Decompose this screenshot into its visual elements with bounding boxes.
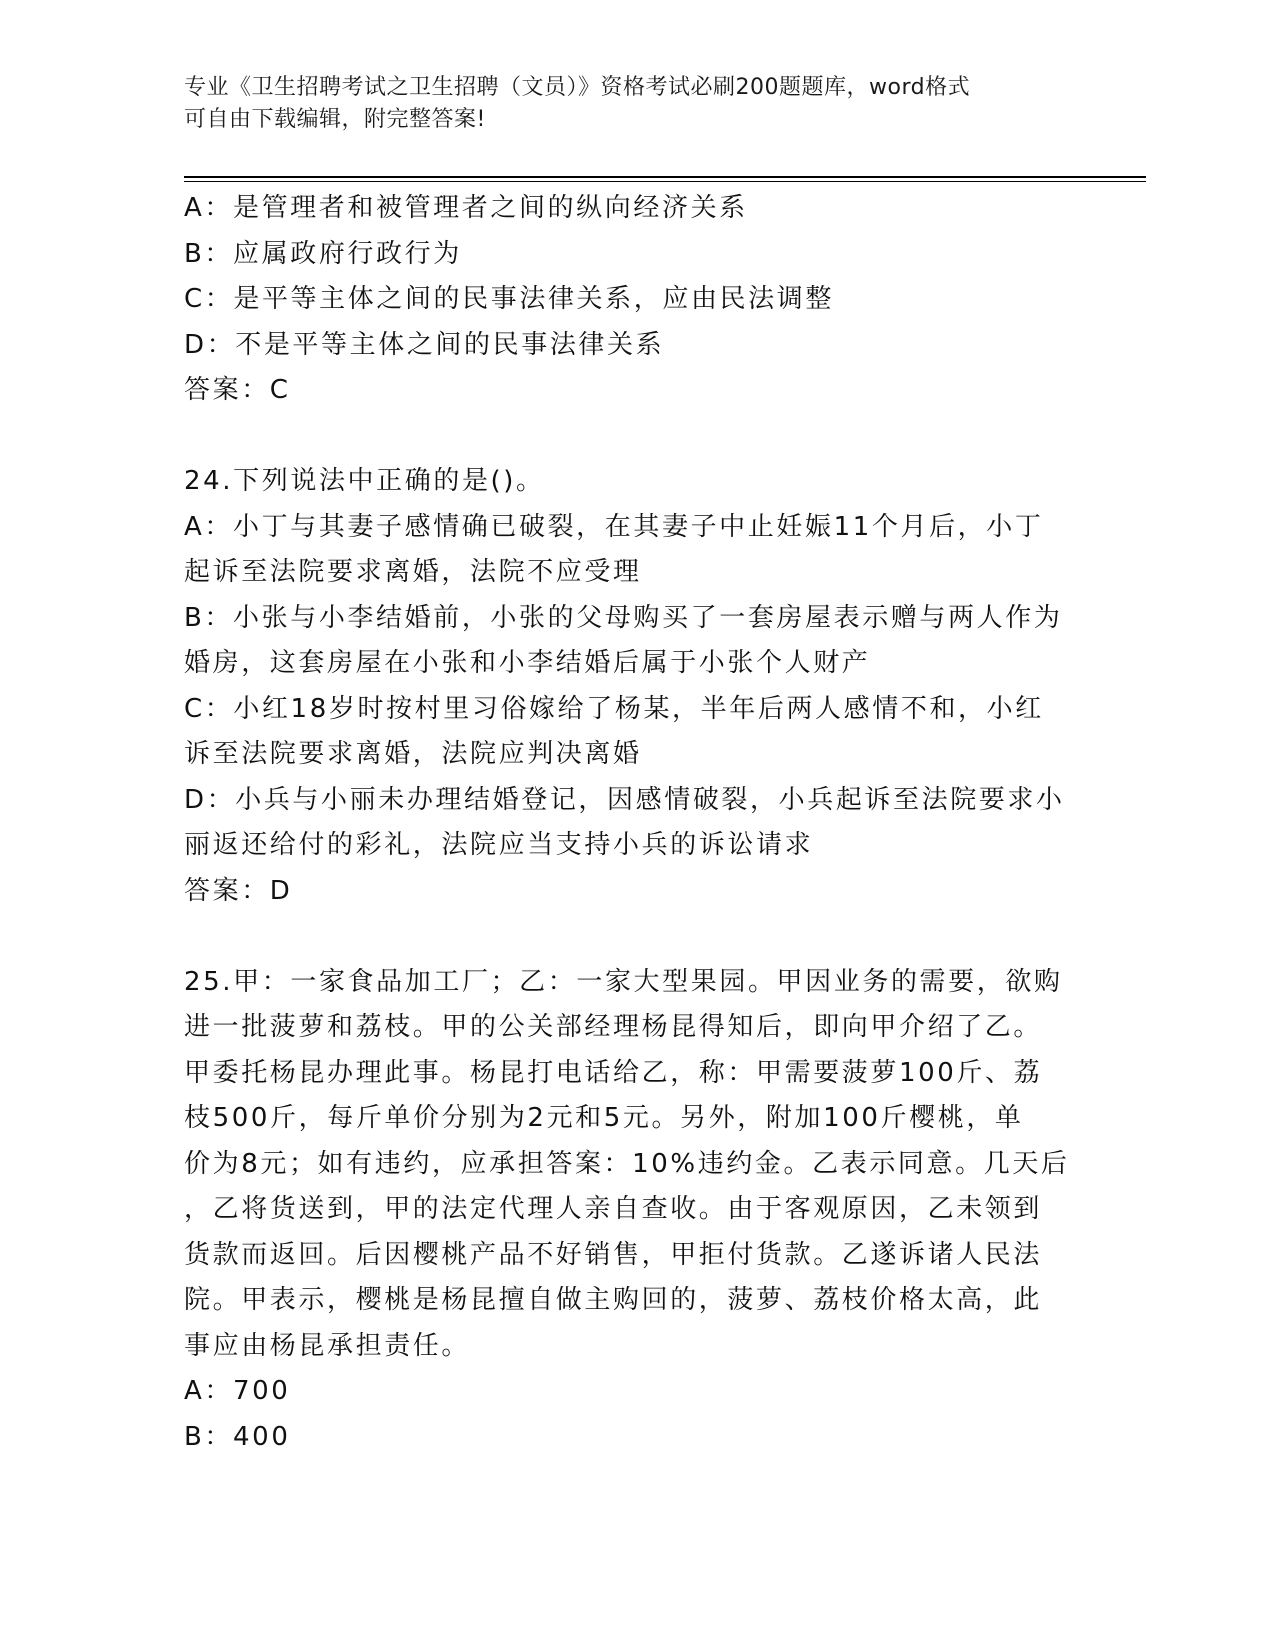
option-line: 诉至法院要求离婚，法院应判决离婚	[184, 739, 642, 769]
question-25	[184, 960, 1084, 1461]
stem-line: 进一批菠萝和荔枝。甲的公关部经理杨昆得知后，即向甲介绍了乙。	[184, 1012, 1043, 1042]
document-body	[184, 186, 1084, 1460]
option-d	[184, 778, 1084, 869]
option-line: 丽返还给付的彩礼，法院应当支持小兵的诉讼请求	[184, 830, 814, 860]
question-stem: 24.下列说法中正确的是()。	[184, 466, 545, 496]
header-rule-thick	[184, 176, 1146, 178]
option-b: B：400	[184, 1421, 291, 1452]
answer: 答案：C	[184, 375, 291, 405]
option-a	[184, 505, 1084, 596]
option-line: 起诉至法院要求离婚，法院不应受理	[184, 557, 642, 587]
option-d: D：不是平等主体之间的民事法律关系	[184, 329, 665, 360]
option-line: A：小丁与其妻子感情确已破裂，在其妻子中止妊娠11个月后，小丁	[184, 511, 1044, 542]
option-b: B：应属政府行政行为	[184, 238, 462, 269]
option-c: C：是平等主体之间的民事法律关系，应由民法调整	[184, 284, 834, 314]
question-23	[184, 186, 1084, 414]
question-24	[184, 459, 1084, 914]
option-line: D：小兵与小丽未办理结婚登记，因感情破裂，小兵起诉至法院要求小	[184, 784, 1065, 815]
stem-line: 25.甲：一家食品加工厂；乙：一家大型果园。甲因业务的需要，欲购	[184, 966, 1063, 997]
option-line: B：小张与小李结婚前，小张的父母购买了一套房屋表示赠与两人作为	[184, 602, 1063, 633]
question-stem	[184, 960, 1084, 1370]
header-rule-thin	[184, 181, 1146, 182]
document-header	[184, 72, 1064, 136]
header-line-1: 专业《卫生招聘考试之卫生招聘（文员）》资格考试必刷200题题库，word格式	[184, 75, 971, 100]
option-c	[184, 687, 1084, 778]
header-line-2: 可自由下载编辑，附完整答案!	[184, 107, 486, 132]
option-a: A：700	[184, 1376, 291, 1406]
answer: 答案：D	[184, 875, 293, 906]
stem-line: 枝500斤，每斤单价分别为2元和5元。另外，附加100斤樱桃，单	[184, 1103, 1024, 1133]
option-line: C：小红18岁时按村里习俗嫁给了杨某，半年后两人感情不和，小红	[184, 693, 1044, 724]
stem-line: 甲委托杨昆办理此事。杨昆打电话给乙，称：甲需要菠萝100斤、荔	[184, 1057, 1043, 1088]
stem-line: ，乙将货送到，甲的法定代理人亲自查收。由于客观原因，乙未领到	[184, 1194, 1043, 1224]
option-b	[184, 596, 1084, 687]
stem-line: 价为8元；如有违约，应承担答案：10%违约金。乙表示同意。几天后	[184, 1148, 1070, 1179]
stem-line: 事应由杨昆承担责任。	[184, 1330, 471, 1361]
stem-line: 院。甲表示，樱桃是杨昆擅自做主购回的，菠萝、荔枝价格太高，此	[184, 1285, 1043, 1315]
option-line: 婚房，这套房屋在小张和小李结婚后属于小张个人财产	[184, 648, 871, 678]
stem-line: 货款而返回。后因樱桃产品不好销售，甲拒付货款。乙遂诉诸人民法	[184, 1239, 1043, 1270]
option-a: A：是管理者和被管理者之间的纵向经济关系	[184, 193, 748, 223]
